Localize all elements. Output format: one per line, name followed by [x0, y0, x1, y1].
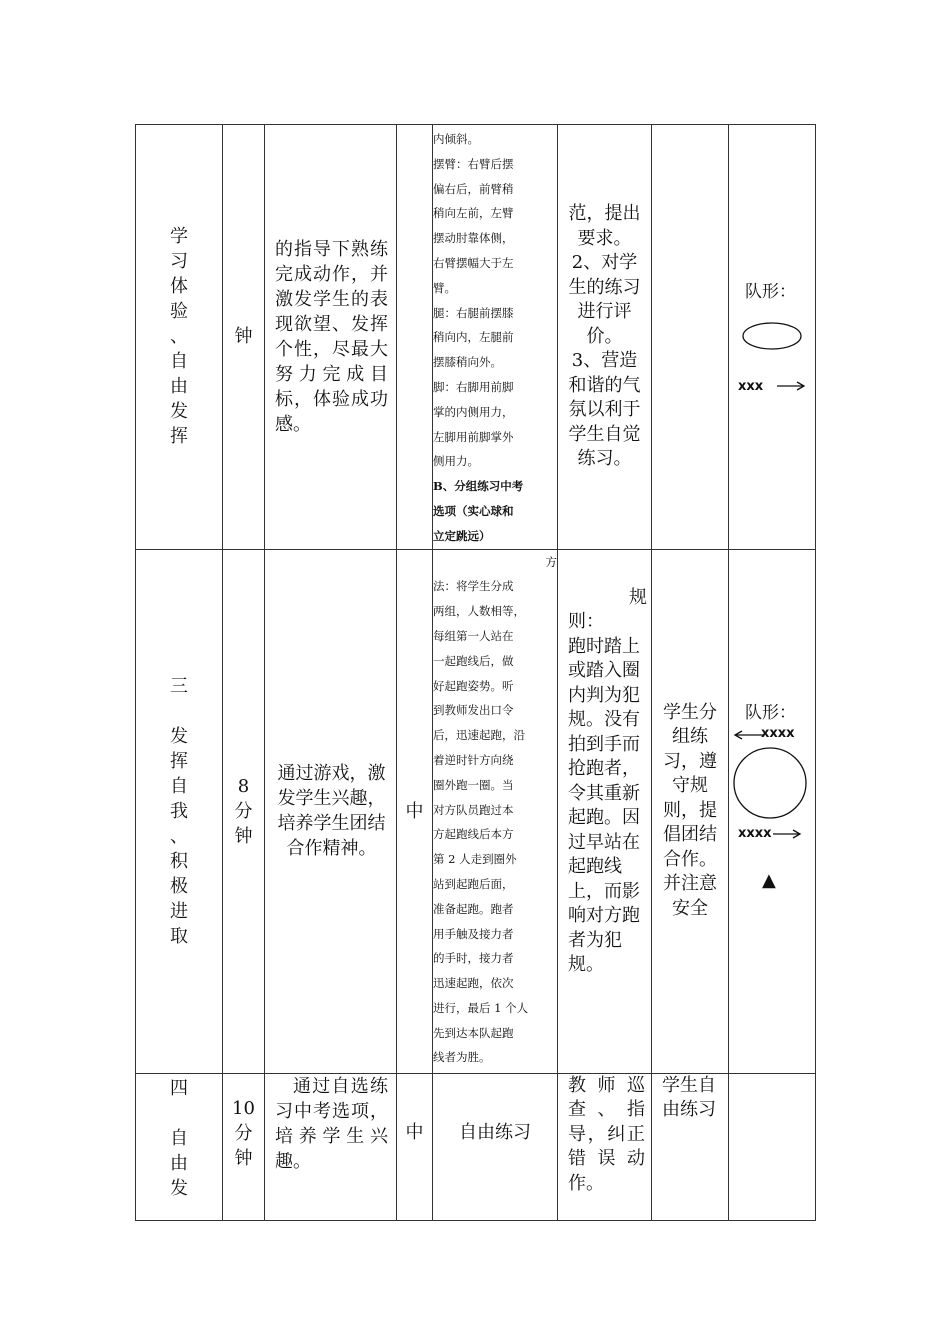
teacher-line: 规。 — [568, 954, 604, 976]
content-line: 方起跑线后本方 — [433, 827, 514, 842]
table-row — [136, 549, 816, 1073]
stage-char: 自 — [170, 351, 188, 373]
teacher-line: 进行评 — [577, 301, 632, 323]
stage-char — [136, 1101, 222, 1126]
content-line: 脚：右脚用前脚 — [433, 379, 514, 394]
teacher-line: 和谐的气 — [568, 374, 641, 396]
teacher-line: 抢跑者， — [568, 758, 640, 780]
teacher-line: 令其重新 — [568, 782, 640, 804]
teacher-line: 生的练习 — [568, 276, 641, 298]
teacher-line: 价。 — [586, 325, 623, 347]
teacher-cell — [558, 1073, 652, 1220]
stage-char: 习 — [170, 251, 188, 273]
table-row — [136, 125, 816, 550]
student-line: 习，遵 — [663, 750, 717, 772]
stage-char: 积 — [170, 850, 188, 872]
content-line: 掌的内侧用力， — [433, 404, 514, 419]
content-heading: B、分组练习中考 — [433, 479, 524, 494]
student-line: 学生分 — [663, 701, 717, 723]
student-line: 守规 — [672, 775, 708, 797]
arrow-right-icon — [772, 827, 804, 841]
content-line: 侧用力。 — [433, 454, 479, 469]
time-text: 10 — [232, 1097, 255, 1119]
intensity-text: 中 — [405, 1121, 424, 1143]
stage-char: 挥 — [170, 750, 188, 772]
content-line: 对方队员跑过本 — [433, 802, 514, 817]
stage-char: 发 — [170, 1177, 188, 1199]
intensity-cell — [397, 1073, 433, 1220]
stage-char: 自 — [170, 775, 188, 797]
content-line: 摆臂：右臂后摆 — [433, 156, 514, 171]
intensity-cell — [397, 549, 433, 1073]
stage-char: 体 — [170, 276, 188, 298]
teacher-line: 则： — [568, 611, 604, 633]
content-line: 圈外跑一圈。当 — [433, 777, 514, 792]
content-line: 一起跑线后，做 — [433, 653, 514, 668]
content-line: 稍向左前，左臂 — [433, 206, 514, 221]
stage-char: 进 — [170, 900, 188, 922]
teacher-line: 规 — [629, 586, 647, 608]
content-line: 第 2 人走到圈外 — [433, 852, 517, 867]
teacher-line: 3、营造 — [571, 350, 638, 372]
teacher-line: 氛以利于 — [568, 399, 641, 421]
stage-char: 四 — [170, 1077, 188, 1099]
formation-cell — [729, 1073, 816, 1220]
content-line: 稍向内，左腿前 — [433, 330, 514, 345]
content-line: 进行，最后 1 个人 — [433, 1000, 529, 1015]
teacher-line: 学生自觉 — [568, 423, 641, 445]
student-line: 合作。 — [663, 848, 717, 870]
stage-char: 由 — [170, 1152, 188, 1174]
stage-char: 挥 — [170, 426, 188, 448]
stage-char: 发 — [170, 725, 188, 747]
teacher-line: 或踏入圈 — [568, 660, 640, 682]
goal-text: 通过游戏，激发学生兴趣，培养学生团结合作精神。 — [277, 763, 386, 860]
intensity-text: 中 — [405, 800, 424, 822]
content-line: 好起跑姿势。听 — [433, 678, 514, 693]
content-line: 准备起跑。跑者 — [433, 901, 514, 916]
student-cell — [652, 549, 729, 1073]
student-cell — [652, 1073, 729, 1220]
stage-char: 验 — [170, 301, 188, 323]
goal-cell — [265, 1073, 397, 1220]
teacher-line: 2、对学 — [571, 252, 638, 274]
time-cell — [223, 1073, 265, 1220]
stage-char: 极 — [170, 875, 188, 897]
time-text: 分 — [234, 800, 253, 822]
content-heading: 选项（实心球和 — [433, 503, 514, 518]
goal-text: 的指导下熟练完成动作，并激发学生的表现欲望、发挥个性，尽最大努力完成目标，体验成功感。 — [275, 238, 388, 435]
student-line: 则，提 — [663, 799, 717, 821]
content-line: 线者为胜。 — [433, 1050, 491, 1065]
stage-char: 三 — [170, 675, 188, 697]
stage-char: 自 — [170, 1127, 188, 1149]
content-line: 偏右后，前臂稍 — [433, 181, 514, 196]
circle-formation-icon — [741, 321, 805, 351]
teacher-cell — [558, 125, 652, 550]
student-line: 组练 — [672, 726, 708, 748]
stage-char: 取 — [170, 925, 188, 947]
table-row — [136, 1073, 816, 1220]
teacher-line: 练习。 — [577, 448, 632, 470]
time-text: 钟 — [234, 1147, 253, 1169]
content-cell — [433, 549, 558, 1073]
teacher-text: 教师巡查、指导，纠正错误动作。 — [568, 1074, 645, 1194]
content-line: 内倾斜。 — [433, 132, 479, 146]
stage-char: 我 — [170, 800, 188, 822]
content-line: 左脚用前脚掌外 — [433, 429, 514, 444]
content-line: 着逆时针方向绕 — [433, 752, 514, 767]
teacher-line: 跑时踏上 — [568, 635, 640, 657]
teacher-line: 起跑。因 — [568, 807, 640, 829]
stage-char: 学 — [170, 226, 188, 248]
content-line: 后，迅速起跑，沿 — [433, 728, 525, 743]
formation-row-text: xxx — [738, 379, 764, 394]
content-cell — [433, 125, 558, 550]
content-line: 两组，人数相等， — [433, 604, 525, 619]
time-text: 钟 — [234, 326, 253, 348]
content-line: 站到起跑后面， — [433, 876, 514, 891]
student-text: 学生自由练习 — [662, 1074, 716, 1121]
formation-row-text: xxxx — [761, 725, 795, 741]
student-line: 安全 — [672, 897, 708, 919]
content-line: 先到达本队起跑 — [433, 1025, 514, 1040]
content-line: 到教师发出口令 — [433, 703, 514, 718]
content-line: 每组第一人站在 — [433, 628, 514, 643]
time-text: 钟 — [234, 825, 253, 847]
teacher-line: 要求。 — [577, 227, 632, 249]
student-line: 倡团结 — [663, 824, 717, 846]
teacher-line: 响对方跑 — [568, 905, 640, 927]
stage-char: 发 — [170, 401, 188, 423]
stage-char — [136, 699, 222, 724]
lesson-plan-table — [135, 124, 816, 1221]
stage-char: 、 — [170, 326, 188, 348]
circle-formation-icon — [731, 745, 811, 823]
stage-cell — [136, 125, 223, 550]
teacher-line: 规。没有 — [568, 709, 640, 731]
teacher-line: 者为犯 — [568, 929, 622, 951]
content-line: 的手时，接力者 — [433, 951, 514, 966]
content-heading: 立定跳远） — [433, 528, 491, 543]
formation-label: 队形： — [745, 282, 796, 302]
content-line: 方 — [545, 554, 557, 569]
content-line: 摆动肘靠体侧， — [433, 231, 514, 246]
content-cell — [433, 1073, 558, 1220]
stage-cell — [136, 1073, 223, 1220]
teacher-line: 拍到手而 — [568, 733, 640, 755]
student-cell — [652, 125, 729, 550]
goal-text: 通过自选练习中考选项，培养学生兴趣。 — [275, 1075, 388, 1172]
arrow-right-icon — [776, 379, 808, 393]
content-line: 右臂摆幅大于左 — [433, 255, 514, 270]
teacher-line: 上，而影 — [568, 880, 640, 902]
stage-char: 由 — [170, 376, 188, 398]
formation-cell — [729, 125, 816, 550]
student-line: 并注意 — [663, 873, 717, 895]
arrow-left-icon — [732, 728, 764, 742]
teacher-line: 起跑线 — [568, 856, 622, 878]
content-line: 法：将学生分成 — [433, 579, 514, 594]
stage-char: 、 — [170, 825, 188, 847]
teacher-position-icon: ▲ — [762, 869, 776, 891]
time-cell — [223, 549, 265, 1073]
goal-cell — [265, 549, 397, 1073]
teacher-line: 范，提出 — [568, 203, 641, 225]
formation-cell — [729, 549, 816, 1073]
teacher-line: 过早站在 — [568, 831, 640, 853]
intensity-cell — [397, 125, 433, 550]
content-line: 臂。 — [433, 280, 456, 295]
content-text: 自由练习 — [459, 1121, 531, 1143]
teacher-line: 内判为犯 — [568, 684, 640, 706]
stage-cell — [136, 549, 223, 1073]
time-cell — [223, 125, 265, 550]
time-text: 分 — [234, 1122, 253, 1144]
time-text: 8 — [237, 775, 250, 797]
goal-cell — [265, 125, 397, 550]
teacher-cell — [558, 549, 652, 1073]
content-line: 迅速起跑，依次 — [433, 976, 514, 991]
formation-row-text: xxxx — [738, 825, 772, 841]
content-line: 腿：右腿前摆膝 — [433, 305, 514, 320]
content-line: 用手触及接力者 — [433, 926, 514, 941]
formation-label: 队形： — [745, 702, 796, 723]
content-line: 摆膝稍向外。 — [433, 355, 502, 370]
